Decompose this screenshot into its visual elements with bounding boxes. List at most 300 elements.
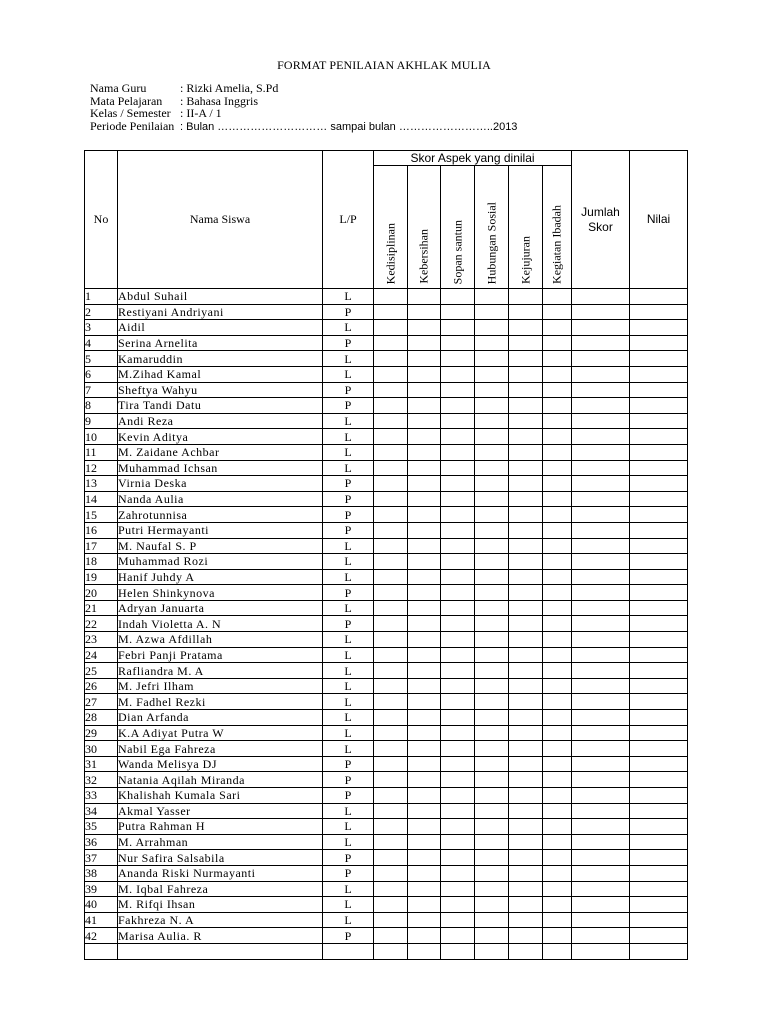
table-row xyxy=(85,538,688,554)
student-no: 6 xyxy=(85,366,118,382)
score-cell xyxy=(543,741,572,757)
score-cell xyxy=(374,881,408,897)
score-cell xyxy=(572,819,630,835)
score-cell xyxy=(374,834,408,850)
score-cell xyxy=(408,538,441,554)
score-cell xyxy=(630,788,688,804)
score-cell xyxy=(374,304,408,320)
student-no: 12 xyxy=(85,460,118,476)
score-cell xyxy=(475,616,509,632)
score-cell xyxy=(441,366,475,382)
score-cell xyxy=(543,834,572,850)
score-cell xyxy=(509,912,543,928)
score-cell xyxy=(408,772,441,788)
score-cell xyxy=(374,710,408,726)
student-no: 2 xyxy=(85,304,118,320)
table-row xyxy=(85,304,688,320)
student-no: 34 xyxy=(85,803,118,819)
score-cell xyxy=(374,538,408,554)
student-name: Rafliandra M. A xyxy=(118,663,323,679)
student-gender: P xyxy=(323,850,374,866)
student-name: Natania Aqilah Miranda xyxy=(118,772,323,788)
score-cell xyxy=(572,850,630,866)
header-aspect-label: Kejujuran xyxy=(518,236,532,284)
student-name: M. Rifqi Ihsan xyxy=(118,897,323,913)
table-row xyxy=(85,865,688,881)
score-cell xyxy=(543,335,572,351)
score-cell xyxy=(374,772,408,788)
score-cell xyxy=(441,522,475,538)
score-cell xyxy=(509,382,543,398)
table-row xyxy=(85,834,688,850)
table-row xyxy=(85,413,688,429)
student-gender: L xyxy=(323,741,374,757)
student-gender: P xyxy=(323,491,374,507)
student-no xyxy=(85,943,118,959)
score-cell xyxy=(572,366,630,382)
score-cell xyxy=(509,819,543,835)
score-cell xyxy=(572,491,630,507)
score-cell xyxy=(374,382,408,398)
info-label: Nama Guru xyxy=(90,81,147,95)
score-cell xyxy=(572,756,630,772)
student-name xyxy=(118,943,323,959)
student-no: 21 xyxy=(85,600,118,616)
table-row xyxy=(85,663,688,679)
score-cell xyxy=(630,460,688,476)
student-no: 40 xyxy=(85,897,118,913)
student-gender: P xyxy=(323,865,374,881)
student-name: Adryan Januarta xyxy=(118,600,323,616)
score-cell xyxy=(475,413,509,429)
student-name: Wanda Melisya DJ xyxy=(118,756,323,772)
score-cell xyxy=(408,507,441,523)
table-row xyxy=(85,382,688,398)
score-cell xyxy=(630,351,688,367)
score-cell xyxy=(475,788,509,804)
table-row xyxy=(85,647,688,663)
score-cell xyxy=(441,678,475,694)
table-row xyxy=(85,335,688,351)
score-cell xyxy=(543,647,572,663)
student-name: Tira Tandi Datu xyxy=(118,398,323,414)
student-name: Marisa Aulia. R xyxy=(118,928,323,944)
score-cell xyxy=(572,788,630,804)
table-row xyxy=(85,678,688,694)
table-row xyxy=(85,522,688,538)
score-cell xyxy=(441,710,475,726)
student-gender: L xyxy=(323,694,374,710)
score-cell xyxy=(572,413,630,429)
score-cell xyxy=(630,444,688,460)
score-cell xyxy=(475,569,509,585)
score-cell xyxy=(630,585,688,601)
table-row xyxy=(85,476,688,492)
student-no: 35 xyxy=(85,819,118,835)
score-cell xyxy=(441,928,475,944)
score-cell xyxy=(543,554,572,570)
table-row xyxy=(85,897,688,913)
score-cell xyxy=(543,444,572,460)
score-cell xyxy=(475,912,509,928)
score-cell xyxy=(374,897,408,913)
table-row xyxy=(85,943,688,959)
student-gender: L xyxy=(323,413,374,429)
score-cell xyxy=(374,289,408,305)
score-cell xyxy=(543,694,572,710)
score-cell xyxy=(441,491,475,507)
score-cell xyxy=(572,632,630,648)
table-row xyxy=(85,507,688,523)
score-cell xyxy=(374,928,408,944)
score-cell xyxy=(572,772,630,788)
score-cell xyxy=(441,289,475,305)
student-gender: L xyxy=(323,647,374,663)
header-aspect-label: Kedisiplinan xyxy=(383,222,397,284)
table-row xyxy=(85,569,688,585)
score-cell xyxy=(374,663,408,679)
score-cell xyxy=(543,538,572,554)
table-row xyxy=(85,850,688,866)
score-cell xyxy=(572,538,630,554)
header-aspect-label: Sopan santun xyxy=(450,219,464,284)
score-cell xyxy=(543,897,572,913)
student-gender: L xyxy=(323,834,374,850)
score-cell xyxy=(441,507,475,523)
score-cell xyxy=(630,710,688,726)
score-cell xyxy=(509,788,543,804)
score-cell xyxy=(374,788,408,804)
score-cell xyxy=(374,616,408,632)
score-cell xyxy=(509,897,543,913)
score-cell xyxy=(509,366,543,382)
student-no: 42 xyxy=(85,928,118,944)
score-cell xyxy=(572,663,630,679)
score-cell xyxy=(509,491,543,507)
student-name: M.Zihad Kamal xyxy=(118,366,323,382)
score-cell xyxy=(408,881,441,897)
student-gender: P xyxy=(323,756,374,772)
score-cell xyxy=(543,460,572,476)
score-cell xyxy=(572,694,630,710)
score-cell xyxy=(374,943,408,959)
score-cell xyxy=(572,928,630,944)
score-cell xyxy=(630,413,688,429)
score-cell xyxy=(408,632,441,648)
score-cell xyxy=(408,585,441,601)
score-cell xyxy=(509,538,543,554)
score-cell xyxy=(408,320,441,336)
score-cell xyxy=(374,725,408,741)
score-cell xyxy=(572,289,630,305)
score-cell xyxy=(630,772,688,788)
score-cell xyxy=(572,600,630,616)
score-cell xyxy=(543,398,572,414)
student-gender: L xyxy=(323,351,374,367)
student-gender: L xyxy=(323,710,374,726)
score-cell xyxy=(441,398,475,414)
score-cell xyxy=(509,694,543,710)
score-cell xyxy=(374,678,408,694)
score-cell xyxy=(374,554,408,570)
score-cell xyxy=(408,865,441,881)
score-cell xyxy=(572,803,630,819)
score-cell xyxy=(475,663,509,679)
student-no: 22 xyxy=(85,616,118,632)
student-no: 33 xyxy=(85,788,118,804)
score-cell xyxy=(475,725,509,741)
student-no: 3 xyxy=(85,320,118,336)
student-name: Helen Shinkynova xyxy=(118,585,323,601)
student-name: Serina Arnelita xyxy=(118,335,323,351)
score-cell xyxy=(441,335,475,351)
student-gender: L xyxy=(323,289,374,305)
student-name: Abdul Suhail xyxy=(118,289,323,305)
student-no: 36 xyxy=(85,834,118,850)
score-cell xyxy=(572,460,630,476)
score-cell xyxy=(408,897,441,913)
score-cell xyxy=(543,351,572,367)
score-cell xyxy=(630,756,688,772)
score-cell xyxy=(441,772,475,788)
student-no: 16 xyxy=(85,522,118,538)
score-cell xyxy=(543,413,572,429)
student-name: Ananda Riski Nurmayanti xyxy=(118,865,323,881)
score-cell xyxy=(374,803,408,819)
student-no: 14 xyxy=(85,491,118,507)
score-cell xyxy=(572,912,630,928)
score-cell xyxy=(630,694,688,710)
student-gender: P xyxy=(323,304,374,320)
score-cell xyxy=(572,710,630,726)
score-cell xyxy=(543,600,572,616)
score-cell xyxy=(543,476,572,492)
score-cell xyxy=(475,522,509,538)
score-cell xyxy=(408,928,441,944)
score-cell xyxy=(475,304,509,320)
score-cell xyxy=(475,865,509,881)
score-cell xyxy=(509,678,543,694)
score-cell xyxy=(441,600,475,616)
student-gender: L xyxy=(323,538,374,554)
student-gender: P xyxy=(323,585,374,601)
header-no: No xyxy=(85,151,118,289)
score-cell xyxy=(408,522,441,538)
student-gender: L xyxy=(323,678,374,694)
student-no: 29 xyxy=(85,725,118,741)
score-cell xyxy=(630,366,688,382)
score-cell xyxy=(543,803,572,819)
score-cell xyxy=(543,522,572,538)
score-cell xyxy=(572,647,630,663)
score-cell xyxy=(475,289,509,305)
score-cell xyxy=(374,366,408,382)
score-cell xyxy=(408,554,441,570)
student-no: 11 xyxy=(85,444,118,460)
student-name: Muhammad Ichsan xyxy=(118,460,323,476)
student-gender: L xyxy=(323,600,374,616)
score-cell xyxy=(509,865,543,881)
score-cell xyxy=(572,554,630,570)
score-cell xyxy=(374,585,408,601)
score-cell xyxy=(475,819,509,835)
student-gender: P xyxy=(323,616,374,632)
score-cell xyxy=(630,507,688,523)
score-cell xyxy=(408,616,441,632)
student-no: 5 xyxy=(85,351,118,367)
student-gender: L xyxy=(323,663,374,679)
student-name: Khalishah Kumala Sari xyxy=(118,788,323,804)
score-cell xyxy=(374,600,408,616)
score-cell xyxy=(509,398,543,414)
score-cell xyxy=(572,351,630,367)
student-gender: P xyxy=(323,928,374,944)
score-cell xyxy=(441,725,475,741)
table-row xyxy=(85,351,688,367)
score-cell xyxy=(374,444,408,460)
info-row-teacher xyxy=(90,82,517,95)
student-no: 26 xyxy=(85,678,118,694)
score-cell xyxy=(408,678,441,694)
score-cell xyxy=(572,522,630,538)
score-cell xyxy=(572,569,630,585)
student-name: M. Arrahman xyxy=(118,834,323,850)
header-total-score: Jumlah Skor xyxy=(572,151,630,289)
score-cell xyxy=(630,304,688,320)
table-row xyxy=(85,289,688,305)
score-cell xyxy=(630,554,688,570)
score-cell xyxy=(572,834,630,850)
score-cell xyxy=(408,429,441,445)
student-no: 15 xyxy=(85,507,118,523)
score-cell xyxy=(475,554,509,570)
score-cell xyxy=(630,741,688,757)
score-cell xyxy=(509,881,543,897)
score-cell xyxy=(475,351,509,367)
score-cell xyxy=(543,632,572,648)
score-cell xyxy=(509,647,543,663)
student-no: 13 xyxy=(85,476,118,492)
table-row xyxy=(85,632,688,648)
score-cell xyxy=(408,366,441,382)
score-cell xyxy=(572,616,630,632)
student-gender: P xyxy=(323,507,374,523)
score-cell xyxy=(475,538,509,554)
score-cell xyxy=(630,850,688,866)
score-cell xyxy=(509,741,543,757)
student-gender: P xyxy=(323,335,374,351)
score-cell xyxy=(408,819,441,835)
score-cell xyxy=(441,538,475,554)
score-cell xyxy=(408,569,441,585)
score-cell xyxy=(374,850,408,866)
score-cell xyxy=(441,881,475,897)
student-name: Nur Safira Salsabila xyxy=(118,850,323,866)
score-cell xyxy=(374,460,408,476)
score-cell xyxy=(543,865,572,881)
score-cell xyxy=(630,834,688,850)
score-cell xyxy=(408,647,441,663)
score-cell xyxy=(543,850,572,866)
score-cell xyxy=(543,678,572,694)
student-no: 19 xyxy=(85,569,118,585)
score-cell xyxy=(441,897,475,913)
info-value: : Rizki Amelia, S.Pd xyxy=(180,81,279,95)
score-cell xyxy=(572,678,630,694)
score-cell xyxy=(630,912,688,928)
score-cell xyxy=(509,663,543,679)
score-cell xyxy=(374,476,408,492)
score-cell xyxy=(572,476,630,492)
student-no: 17 xyxy=(85,538,118,554)
score-cell xyxy=(408,725,441,741)
student-name: Andi Reza xyxy=(118,413,323,429)
table-row xyxy=(85,928,688,944)
table-row xyxy=(85,554,688,570)
score-cell xyxy=(630,429,688,445)
score-cell xyxy=(509,725,543,741)
table-row xyxy=(85,460,688,476)
table-row xyxy=(85,616,688,632)
header-aspect-honesty xyxy=(509,166,543,289)
table-row xyxy=(85,788,688,804)
score-cell xyxy=(509,928,543,944)
student-name: M. Fadhel Rezki xyxy=(118,694,323,710)
score-cell xyxy=(475,803,509,819)
score-cell xyxy=(509,522,543,538)
score-cell xyxy=(630,865,688,881)
table-row xyxy=(85,600,688,616)
score-cell xyxy=(408,788,441,804)
student-gender: L xyxy=(323,725,374,741)
score-cell xyxy=(509,444,543,460)
table-row xyxy=(85,444,688,460)
student-name: Zahrotunnisa xyxy=(118,507,323,523)
student-no: 7 xyxy=(85,382,118,398)
student-name: Fakhreza N. A xyxy=(118,912,323,928)
score-cell xyxy=(408,834,441,850)
score-cell xyxy=(441,351,475,367)
score-cell xyxy=(543,912,572,928)
score-cell xyxy=(374,429,408,445)
student-gender xyxy=(323,943,374,959)
score-cell xyxy=(408,850,441,866)
score-cell xyxy=(543,320,572,336)
score-cell xyxy=(630,678,688,694)
score-cell xyxy=(441,756,475,772)
score-cell xyxy=(374,632,408,648)
score-cell xyxy=(374,335,408,351)
score-cell xyxy=(441,788,475,804)
score-cell xyxy=(630,819,688,835)
score-cell xyxy=(630,320,688,336)
score-cell xyxy=(630,398,688,414)
score-cell xyxy=(441,554,475,570)
score-cell xyxy=(475,444,509,460)
student-gender: L xyxy=(323,803,374,819)
info-label: Kelas / Semester xyxy=(90,106,171,120)
header-aspect-label: Kegiatan Ibadah xyxy=(549,205,564,284)
score-cell xyxy=(543,289,572,305)
score-cell xyxy=(509,335,543,351)
score-cell xyxy=(509,460,543,476)
student-gender: L xyxy=(323,632,374,648)
score-cell xyxy=(543,663,572,679)
score-cell xyxy=(441,585,475,601)
score-cell xyxy=(572,865,630,881)
student-name: Putri Hermayanti xyxy=(118,522,323,538)
score-cell xyxy=(509,943,543,959)
